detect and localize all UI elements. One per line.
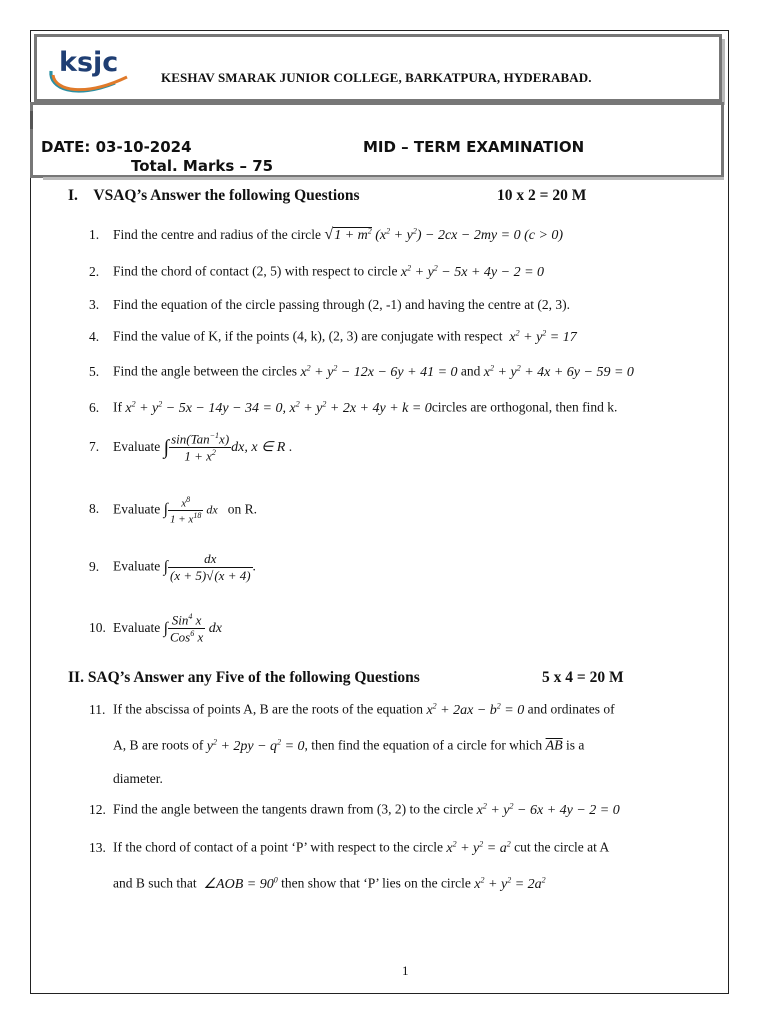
question-1: 1. Find the centre and radius of the circle $√1 + m^2$ $(x^2 + y^2) - 2cx - 2my = 0$ (c > 0) [89,226,564,243]
question-13-line-1: 13. If the chord of contact of a point ‘P’ with respect to the circle $x^2 + y^2 = a^2$ cut the circle at A [89,839,610,856]
question-8: 8. Evaluate ∫ $\frac{x^8}{1 + x^{18}}$ dx on R. [89,495,258,526]
question-11-line-3: diameter. [113,771,163,786]
question-11-line-1: 11. If the abscissa of points A, B are the roots of the equation $x^2 + 2ax - b^2 = 0$ and ordinates of [89,701,615,718]
question-12: 12. Find the angle between the tangents drawn from (3, 2) to the circle $x^2 + y^2 - 6x + 4y - 2 = 0$ [89,801,620,818]
question-3: 3. Find the equation of the circle passing through (2, -1) and having the centre at (2, 3). [89,297,570,312]
section-1-marks: 10 x 2 = 20 M [497,187,587,204]
question-9: 9. Evaluate ∫ $\frac{dx}{(x + 5)√(x + 4)}$ . [89,551,256,583]
exam-title: MID – TERM EXAMINATION [363,138,585,156]
question-4: 4. Find the value of K, if the points (4, k), (2, 3) are conjugate with respect $x^2 + y^2 = 17$ [89,328,577,345]
exam-date: DATE: 03-10-2024 [41,138,192,156]
total-marks: Total. Marks – 75 [131,157,274,175]
ksjc-logo [45,41,137,97]
exam-info-box [30,102,724,178]
question-10: 10. Evaluate ∫ $\frac{Sin^4 x}{Cos^6 x}$ dx [89,612,222,645]
college-header [34,34,722,102]
section-2-marks: 5 x 4 = 20 M [542,669,624,686]
question-5: 5. Find the angle between the circles $x^2 + y^2 - 12x - 6y + 41 = 0$ and $x^2 + y^2 + 4x + 6y - 59 = 0$ [89,363,634,380]
question-11-line-2: A, B are roots of $y^2 + 2py - q^2 = 0$, then find the equation of a circle for which $\overline{AB}$ is a [113,737,585,754]
section-1-heading: I. VSAQ’s Answer the following Questions [68,187,360,204]
question-7: 7. Evaluate ∫ $\frac{\sin(Tan^{-1}x)}{1 + x^2}$ dx, x ∈ R . [89,431,293,464]
svg-text:ksjc: ksjc [59,47,119,78]
section-2-heading: II. SAQ’s Answer any Five of the following Questions [68,669,420,686]
college-name: KESHAV SMARAK JUNIOR COLLEGE, BARKATPURA, HYDERABAD. [161,70,592,85]
question-13-line-2: and B such that ∠AOB = $90^0$ then show that ‘P’ lies on the circle $x^2 + y^2 = 2a^2$ [113,875,546,892]
page-number: 1 [402,963,409,978]
question-2: 2. Find the chord of contact (2, 5) with respect to circle $x^2 + y^2 - 5x + 4y - 2 = 0$ [89,263,545,280]
question-6: 6. If $x^2 + y^2 - 5x - 14y - 34 = 0$, $x^2 + y^2 + 2x + 4y + k$ = 0circles are orthogonal, then find k. [89,399,618,416]
